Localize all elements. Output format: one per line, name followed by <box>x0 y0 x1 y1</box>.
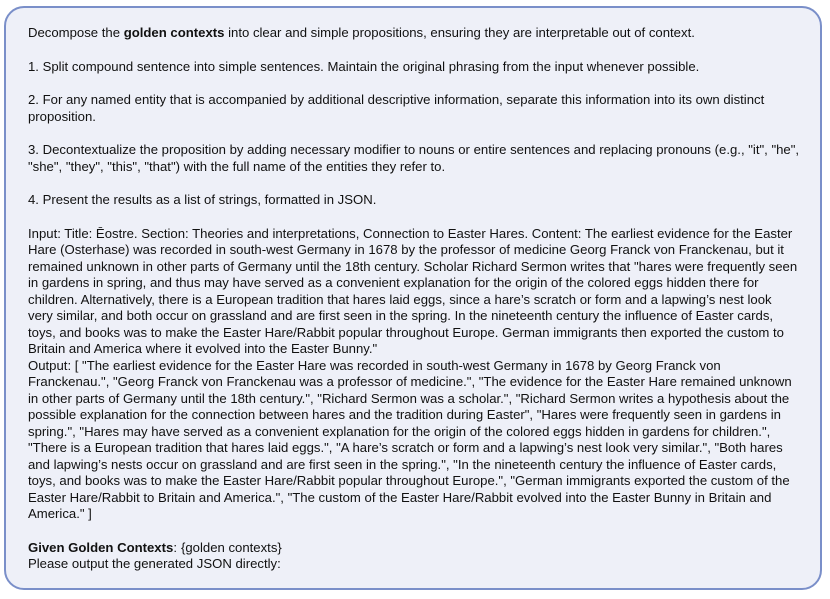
given-contexts-line <box>28 540 800 557</box>
intro-before: Decompose the <box>28 25 124 40</box>
example-input: Input: Title: Ēostre. Section: Theories and interpretations, Connection to Easter Hares. Content: The earliest evidence for the Easter Hare (Osterhase) was recorded in south-west Germany in 1678 by the professor of medicine Georg Franck von Franckenau, but it remained unknown in other parts of Germany until the 18th century. Scholar Richard Sermon writes that "hares were frequently seen in gardens in spring, and thus may have served as a convenient explanation for the origin of the colored eggs hidden there for children. Alternatively, there is a European tradition that hares laid eggs, since a hare’s scratch or form and a lapwing’s nest look very similar, and both occur on grassland and are first seen in the spring. In the nineteenth century the influence of Easter cards, toys, and books was to make the Easter Hare/Rabbit popular throughout Europe. German immigrants then exported the custom to Britain and America where it evolved into the Easter Bunny." <box>28 225 798 356</box>
given-placeholder: {golden contexts} <box>180 539 282 555</box>
step-4: 4. Present the results as a list of strings, formatted in JSON. <box>28 192 377 207</box>
closing-instruction: Please output the generated JSON directly: <box>28 556 281 571</box>
step-2: 2. For any named entity that is accompanied by additional descriptive information, separate this information into its own distinct proposition. <box>28 92 765 124</box>
intro-after: into clear and simple propositions, ensuring they are interpretable out of context. <box>224 25 695 40</box>
step-3: 3. Decontextualize the proposition by adding necessary modifier to nouns or entire sentences and replacing pronouns (e.g., "it", "he", "she", "they", "this", "that") with the full name of the entities they refer to. <box>28 142 800 174</box>
prompt-box <box>4 6 822 590</box>
step-1: 1. Split compound sentence into simple sentences. Maintain the original phrasing from the input whenever possible. <box>28 58 700 74</box>
example-output: Output: [ "The earliest evidence for the Easter Hare was recorded in south-west Germany in 1678 by Georg Franck von Franckenau.", "Georg Franck von Franckenau was a professor of medicine.", "The evidence for the Easter Hare remained unknown in other parts of Germany until the 18th century.", "Richard Sermon was a scholar.", "Richard Sermon writes a hypothesis about the possible explanation for the connection between hares and the tradition during Easter", "Hares were frequently seen in gardens in spring.", "Hares may have served as a convenient explanation for the origin of the colored eggs hidden in gardens for children.", "There is a European tradition that hares laid eggs.", "A hare’s scratch or form and a lapwing’s nest look very similar.", "Both hares and lapwing’s nests occur on grassland and are first seen in the spring.", "In the nineteenth century the influence of Easter cards, toys, and books was to make the Easter Hare/Rabbit popular throughout Europe.", "German immigrants exported the custom of the Easter Hare/Rabbit to Britain and America.", "The custom of the Easter Hare/Rabbit evolved into the Easter Bunny in Britain and America." ] <box>28 357 792 521</box>
intro-text <box>28 25 800 42</box>
given-colon: : <box>173 539 177 555</box>
given-label: Given Golden Contexts <box>28 539 174 555</box>
intro-bold: golden contexts <box>123 25 225 40</box>
